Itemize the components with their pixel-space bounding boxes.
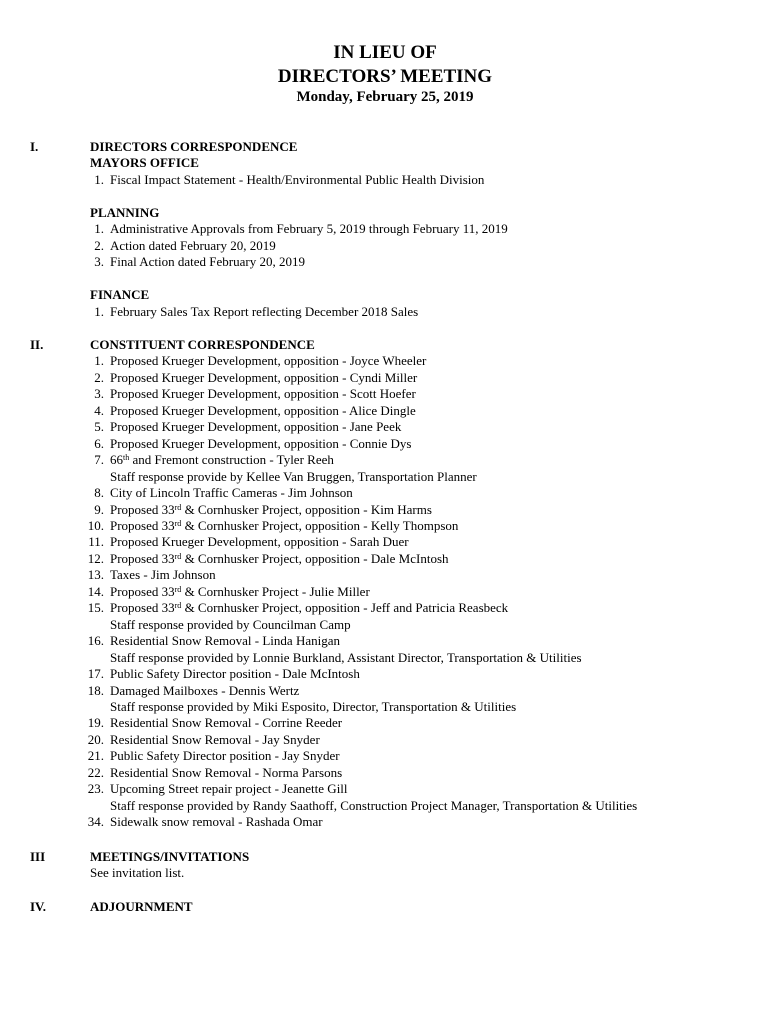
list-item-text: Final Action dated February 20, 2019 <box>110 254 305 270</box>
list-item-number: 21. <box>87 748 104 764</box>
list-item-text: Action dated February 20, 2019 <box>110 237 276 253</box>
list-item-text: February Sales Tax Report reflecting December 2018 Sales <box>110 303 419 319</box>
list-item-number: 8. <box>94 485 104 501</box>
list-item-text: Fiscal Impact Statement - Health/Environmental Public Health Division <box>110 171 485 187</box>
list-item-text <box>110 353 426 368</box>
section-content <box>90 139 750 320</box>
list-item-number: 3. <box>94 386 104 402</box>
list-item <box>87 748 750 764</box>
section-title: DIRECTORS CORRESPONDENCE <box>90 139 298 154</box>
list-item-text-main: Taxes - Jim Johnson <box>110 567 216 583</box>
list-item <box>87 682 750 716</box>
ordinal-suffix: rd <box>174 584 182 594</box>
list-item-text-main: Residential Snow Removal - Linda Hanigan <box>110 633 340 649</box>
list-item-text <box>110 765 342 780</box>
list-item <box>87 814 750 830</box>
list-item <box>94 435 750 452</box>
staff-response-note: Staff response provided by Randy Saathoff, Construction Project Manager, Transportation & Utilities <box>110 797 638 813</box>
section-numeral: I. <box>30 139 39 154</box>
list-item-text-rest: & Cornhusker Project, opposition - Jeff and Patricia Reasbeck <box>181 600 509 616</box>
list-item <box>87 583 750 600</box>
section-title: CONSTITUENT CORRESPONDENCE <box>90 337 315 352</box>
list-item-number: 17. <box>87 666 104 682</box>
list-item <box>87 731 750 748</box>
list-item <box>87 600 750 633</box>
subsection-title-planning: PLANNING <box>90 204 160 220</box>
list-item-number: 2. <box>94 369 104 385</box>
list-item-text-main: Public Safety Director position - Dale McIntosh <box>110 666 360 682</box>
list-item-number: 6. <box>94 435 104 451</box>
list-item-text <box>110 502 432 517</box>
list-item-number: 23. <box>87 781 104 797</box>
list-item-text-rest: & Cornhusker Project, opposition - Dale McIntosh <box>181 550 449 566</box>
list-item-number: 1. <box>94 171 104 187</box>
list-item-text <box>110 436 411 451</box>
list-item-text-main: Sidewalk snow removal - Rashada Omar <box>110 814 323 830</box>
list-item-text-main: Residential Snow Removal - Corrine Reeder <box>110 715 343 731</box>
list-item <box>94 237 750 254</box>
mayors-office-list <box>90 172 750 188</box>
list-item-text-main: Proposed Krueger Development, opposition - Joyce Wheeler <box>110 353 427 369</box>
list-item-number: 20. <box>87 731 104 747</box>
list-item-text-main: Proposed Krueger Development, opposition - Alice Dingle <box>110 402 416 418</box>
list-item-text <box>110 600 508 615</box>
list-item <box>94 501 750 518</box>
section-content <box>90 849 750 882</box>
list-item-text-rest: & Cornhusker Project, opposition - Kim Harms <box>181 501 432 517</box>
list-item-number: 15. <box>87 600 104 616</box>
subsection-title-mayors-office: MAYORS OFFICE <box>90 155 199 171</box>
list-item-number: 1. <box>94 353 104 369</box>
ordinal-suffix: rd <box>174 518 182 528</box>
list-item-text-rest: and Fremont construction - Tyler Reeh <box>129 452 334 468</box>
list-item-text <box>110 386 416 401</box>
list-item <box>87 517 750 534</box>
list-item-number: 2. <box>94 237 104 253</box>
ordinal-suffix: rd <box>174 502 182 512</box>
list-item-text: Administrative Approvals from February 5, 2019 through February 11, 2019 <box>110 221 508 237</box>
list-item <box>94 303 750 320</box>
list-item-text <box>110 485 353 500</box>
list-item <box>87 550 750 567</box>
header-title-line2: DIRECTORS’ MEETING <box>277 66 493 87</box>
finance-list <box>90 304 750 320</box>
subsection-title-finance: FINANCE <box>90 287 150 303</box>
list-item-text <box>110 781 348 796</box>
list-item-text <box>110 452 334 467</box>
list-item-text <box>110 419 401 434</box>
list-item-text-main: Proposed Krueger Development, opposition - Connie Dys <box>110 435 412 451</box>
list-item-text <box>110 518 458 533</box>
header-title-line1: IN LIEU OF <box>333 42 437 63</box>
section-numeral: III <box>30 849 46 864</box>
list-item <box>87 666 750 682</box>
section-numeral: IV. <box>30 899 47 914</box>
list-item-text <box>110 683 299 698</box>
list-item-number: 11. <box>88 534 104 550</box>
list-item-text-main: Damaged Mailboxes - Dennis Wertz <box>110 682 300 698</box>
list-item-text-main: Upcoming Street repair project - Jeanette Gill <box>110 781 348 797</box>
list-item <box>87 715 750 731</box>
list-item-text-main: Proposed Krueger Development, opposition - Scott Hoefer <box>110 386 416 402</box>
list-item-text <box>110 633 340 648</box>
list-item-text-main: Proposed 33 <box>110 600 175 616</box>
list-item-text <box>110 715 342 730</box>
list-item-text-main: Proposed Krueger Development, opposition - Jane Peek <box>110 419 402 435</box>
list-item-text-main: Proposed 33 <box>110 501 175 517</box>
list-item-text-rest: & Cornhusker Project - Julie Miller <box>181 583 370 599</box>
section-title: ADJOURNMENT <box>90 899 193 914</box>
ordinal-suffix: rd <box>174 601 182 611</box>
section-title: MEETINGS/INVITATIONS <box>90 849 250 864</box>
list-item <box>87 781 750 814</box>
list-item <box>94 254 750 270</box>
list-item-number: 16. <box>87 633 104 649</box>
section-content <box>87 337 750 831</box>
planning-list <box>90 221 750 270</box>
list-item <box>87 764 750 781</box>
list-item-text <box>110 534 409 549</box>
list-item-text <box>110 403 416 418</box>
section-numeral: II. <box>30 337 44 352</box>
list-item-text <box>110 567 216 582</box>
list-item <box>94 402 750 419</box>
list-item-number: 5. <box>94 419 104 435</box>
ordinal-suffix: th <box>123 453 130 463</box>
list-item-text-main: Proposed 33 <box>110 550 175 566</box>
list-item-text <box>110 370 417 385</box>
list-item-text-main: Residential Snow Removal - Jay Snyder <box>110 731 320 747</box>
list-item <box>94 419 750 435</box>
list-item <box>94 386 750 402</box>
ordinal-suffix: rd <box>174 551 182 561</box>
list-item <box>88 534 750 550</box>
list-item-text <box>110 551 449 566</box>
list-item-text-main: Proposed 33 <box>110 583 175 599</box>
list-item-number: 1. <box>94 221 104 237</box>
list-item-text <box>110 584 370 599</box>
list-item-text-main: Proposed Krueger Development, opposition - Cyndi Miller <box>110 369 418 385</box>
list-item-text <box>110 666 360 681</box>
list-item-text <box>110 748 340 763</box>
list-item-number: 1. <box>94 303 104 319</box>
list-item-number: 7. <box>94 452 104 468</box>
invitation-note: See invitation list. <box>90 865 185 881</box>
staff-response-note: Staff response provided by Miki Esposito, Director, Transportation & Utilities <box>110 698 517 714</box>
list-item-number: 22. <box>87 764 104 780</box>
list-item-text-main: City of Lincoln Traffic Cameras - Jim Johnson <box>110 485 353 501</box>
staff-response-note: Staff response provided by Councilman Camp <box>110 616 351 632</box>
list-item-number: 10. <box>87 517 104 533</box>
section-content <box>90 899 750 915</box>
list-item-number: 12. <box>87 550 104 566</box>
list-item <box>94 369 750 386</box>
list-item-number: 4. <box>94 402 104 418</box>
list-item <box>87 567 750 583</box>
list-item-text-main: Proposed Krueger Development, opposition - Sarah Duer <box>110 534 409 550</box>
list-item-number: 9. <box>94 501 104 517</box>
list-item-text-main: 66 <box>110 452 123 468</box>
list-item-text <box>110 814 323 829</box>
staff-response-note: Staff response provided by Lonnie Burkland, Assistant Director, Transportation & Utilities <box>110 649 582 665</box>
list-item-number: 13. <box>87 567 104 583</box>
list-item-number: 14. <box>87 583 104 599</box>
list-item-text-main: Residential Snow Removal - Norma Parsons <box>110 764 343 780</box>
list-item <box>94 452 750 485</box>
list-item-text-main: Proposed 33 <box>110 517 175 533</box>
header-date: Monday, February 25, 2019 <box>296 89 474 105</box>
list-item <box>94 171 750 188</box>
list-item <box>87 633 750 666</box>
list-item-number: 3. <box>94 254 104 270</box>
list-item-text-main: Public Safety Director position - Jay Snyder <box>110 748 340 764</box>
list-item-text-rest: & Cornhusker Project, opposition - Kelly Thompson <box>181 517 459 533</box>
list-item-number: 18. <box>87 682 104 698</box>
constituent-list <box>87 353 750 830</box>
list-item <box>94 485 750 501</box>
list-item-number: 34. <box>87 814 104 830</box>
list-item <box>94 353 750 369</box>
list-item <box>94 221 750 237</box>
list-item-text <box>110 732 320 747</box>
staff-response-note: Staff response provide by Kellee Van Bruggen, Transportation Planner <box>110 468 477 484</box>
list-item-number: 19. <box>87 715 104 731</box>
